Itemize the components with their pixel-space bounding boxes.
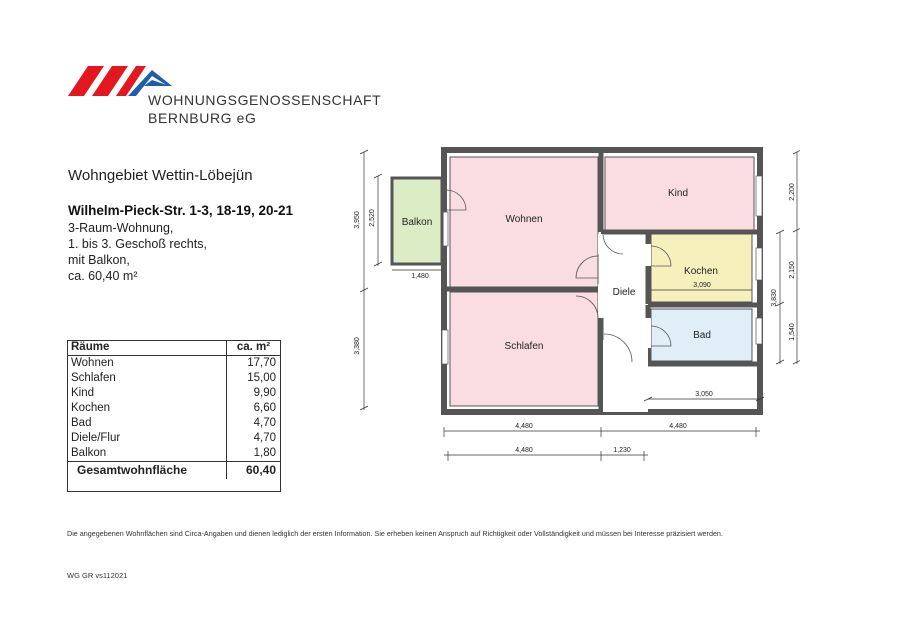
label-kind: Kind [667, 188, 689, 199]
floor-plan [330, 140, 800, 470]
total-label: Gesamtwohnfläche [67, 462, 227, 480]
dim-label: 1,230 [613, 447, 631, 454]
header-area: ca. m² [227, 340, 280, 356]
table-row [67, 371, 280, 386]
dim-label: 3,050 [695, 391, 713, 398]
dim-label: 4,480 [515, 423, 533, 430]
company-location: BERNBURG eG [148, 110, 257, 126]
door-gap [645, 318, 651, 348]
label-wohnen: Wohnen [505, 214, 543, 225]
info-line: ca. 60,40 m² [68, 269, 138, 283]
table-row [67, 416, 280, 431]
disclaimer-text: Die angegebenen Wohnflächen sind Circa-Angaben und dienen lediglich der ersten Information. Sie erheben keinen Anspruch auf Richtigkeit oder Vollständigkeit und müssen bei Interesse präzisiert werden. [67, 529, 723, 538]
room-name: Kochen [71, 402, 111, 414]
dim-label: 3,380 [354, 337, 361, 355]
dim-label: 2,520 [369, 209, 376, 227]
window [756, 318, 762, 344]
header-room: Räume [67, 340, 227, 356]
company-name: WOHNUNGSGENOSSENSCHAFT [148, 92, 382, 108]
room-area: 9,90 [227, 386, 280, 401]
table-total-row [67, 462, 280, 480]
dim-label: 2,150 [789, 261, 796, 279]
table-row [67, 386, 280, 401]
room-area: 6,60 [227, 401, 280, 416]
table-row [67, 401, 280, 416]
info-line: 3-Raum-Wohnung, [68, 221, 174, 235]
dim-label: 2,200 [789, 183, 796, 201]
room-name: Bad [71, 417, 92, 429]
room-name: Kind [71, 387, 95, 399]
label-balkon: Balkon [401, 217, 433, 228]
room-name: Balkon [71, 447, 107, 459]
label-schlafen: Schlafen [504, 341, 544, 352]
room-name: Diele/Flur [71, 432, 121, 444]
room-name: Schlafen [71, 372, 116, 384]
hall-lower [603, 340, 648, 412]
dim-label: 3,830 [771, 289, 778, 307]
room-area: 17,70 [227, 356, 280, 372]
dim-label: 3,090 [693, 282, 711, 289]
table-row [67, 356, 280, 372]
label-diele: Diele [612, 287, 636, 298]
room-area-table [67, 340, 280, 479]
room-area: 15,00 [227, 371, 280, 386]
dim-label: 1,540 [789, 323, 796, 341]
document-code: WG GR vs112021 [67, 571, 128, 580]
room-name: Wohnen [71, 357, 114, 369]
window [442, 330, 448, 364]
table-row [67, 446, 280, 462]
total-value: 60,40 [227, 462, 280, 480]
label-bad: Bad [693, 330, 711, 341]
area-title: Wohngebiet Wettin-Löbejün [68, 167, 253, 184]
room-area: 4,70 [227, 416, 280, 431]
dim-label: 4,480 [515, 447, 533, 454]
info-line: 1. bis 3. Geschoß rechts, [68, 237, 207, 251]
dim-label: 4,480 [669, 423, 687, 430]
street-address: Wilhelm-Pieck-Str. 1-3, 18-19, 20-21 [68, 203, 293, 218]
room-area: 1,80 [227, 446, 280, 462]
table-row [67, 431, 280, 446]
table-header-row [67, 340, 280, 356]
door-gap [645, 244, 651, 266]
window [756, 248, 762, 280]
window [756, 176, 762, 216]
dim-label: 1,480 [411, 273, 429, 280]
door-gap [598, 284, 604, 318]
label-kochen: Kochen [684, 266, 718, 277]
dim-label: 3,950 [354, 211, 361, 229]
room-area: 4,70 [227, 431, 280, 446]
info-line: mit Balkon, [68, 253, 130, 267]
